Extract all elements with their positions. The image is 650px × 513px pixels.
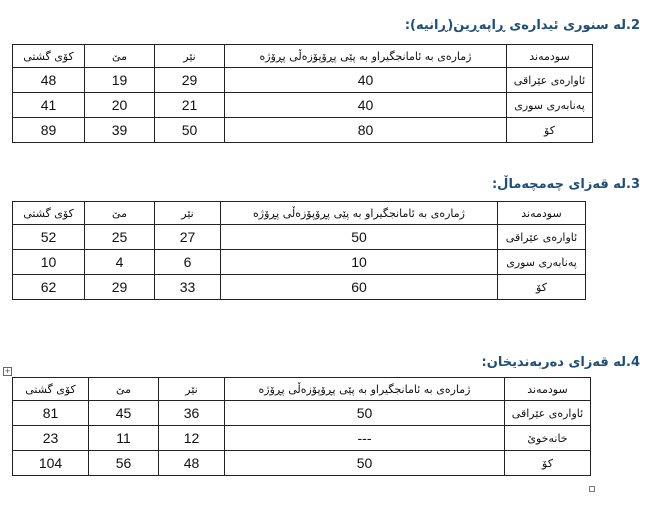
move-handle-icon[interactable]: + (4, 367, 11, 375)
cell-beneficiary: ئاوارەی عێراقی (507, 68, 593, 93)
cell-male: 6 (155, 250, 221, 275)
cell-female: 20 (85, 93, 155, 118)
cell-male: 29 (155, 68, 225, 93)
header-beneficiary: سودمەند (507, 45, 593, 68)
header-female: مێ (85, 45, 155, 68)
cell-beneficiary: خانەخوێ (505, 426, 591, 451)
cell-beneficiary: کۆ (498, 275, 586, 300)
cell-female: 29 (85, 275, 155, 300)
table-row (13, 68, 593, 93)
header-target: ژمارەی بە ئامانجگیراو بە پێی پڕۆپۆزەڵی پڕۆژە (225, 378, 505, 401)
section-heading-chamchamal: 3.لە قەزای چەمچەماڵ: (491, 177, 640, 192)
header-beneficiary: سودمەند (498, 202, 586, 225)
cell-total: 62 (13, 275, 85, 300)
header-female: مێ (85, 202, 155, 225)
cell-target: 80 (225, 118, 507, 143)
table-darbandikhan (12, 377, 591, 476)
table-row-total (13, 451, 591, 476)
cell-total: 81 (13, 401, 89, 426)
cell-target: 10 (221, 250, 498, 275)
header-male: نێر (155, 202, 221, 225)
cell-target: 50 (221, 225, 498, 250)
cell-beneficiary: پەنابەری سوری (507, 93, 593, 118)
cell-beneficiary: پەنابەری سوری (498, 250, 586, 275)
cell-female: 4 (85, 250, 155, 275)
cell-total: 23 (13, 426, 89, 451)
table-raparin (12, 44, 593, 143)
cell-female: 11 (89, 426, 159, 451)
header-male: نێر (159, 378, 225, 401)
cell-male: 50 (155, 118, 225, 143)
cell-male: 21 (155, 93, 225, 118)
table-header-row (13, 378, 591, 401)
cell-target: --- (225, 426, 505, 451)
cell-beneficiary: ئاوارەی عێراقی (505, 401, 591, 426)
cell-female: 45 (89, 401, 159, 426)
cell-target: 40 (225, 93, 507, 118)
cell-female: 25 (85, 225, 155, 250)
cell-male: 12 (159, 426, 225, 451)
cell-female: 19 (85, 68, 155, 93)
cell-female: 39 (85, 118, 155, 143)
header-beneficiary: سودمەند (505, 378, 591, 401)
header-total: کۆی گشتی (13, 202, 85, 225)
header-total: کۆی گشتی (13, 378, 89, 401)
cell-total: 89 (13, 118, 85, 143)
cell-total: 41 (13, 93, 85, 118)
table-row (13, 250, 586, 275)
table-row (13, 93, 593, 118)
cell-target: 60 (221, 275, 498, 300)
cell-beneficiary: کۆ (505, 451, 591, 476)
table-row-total (13, 118, 593, 143)
cell-male: 33 (155, 275, 221, 300)
table-chamchamal (12, 201, 586, 300)
header-target: ژمارەی بە ئامانجگیراو بە پێی پڕۆپۆزەڵی پڕۆژە (225, 45, 507, 68)
cell-target: 50 (225, 451, 505, 476)
cell-beneficiary: ئاوارەی عێراقی (498, 225, 586, 250)
table-row-total (13, 275, 586, 300)
table-resize-handle[interactable] (589, 486, 595, 492)
cell-total: 48 (13, 68, 85, 93)
table-header-row (13, 202, 586, 225)
cell-target: 50 (225, 401, 505, 426)
header-male: نێر (155, 45, 225, 68)
table-row (13, 225, 586, 250)
cell-total: 104 (13, 451, 89, 476)
cell-female: 56 (89, 451, 159, 476)
section-heading-darbandikhan: 4.لە قەزای دەربەندیخان: (481, 355, 640, 370)
cell-male: 48 (159, 451, 225, 476)
cell-beneficiary: کۆ (507, 118, 593, 143)
header-female: مێ (89, 378, 159, 401)
table-row (13, 401, 591, 426)
header-total: کۆی گشتی (13, 45, 85, 68)
cell-total: 10 (13, 250, 85, 275)
cell-target: 40 (225, 68, 507, 93)
cell-total: 52 (13, 225, 85, 250)
cell-male: 36 (159, 401, 225, 426)
table-row (13, 426, 591, 451)
table-header-row (13, 45, 593, 68)
section-heading-raparin: 2.لە سنوری ئیدارەی ڕاپەڕین(ڕانیە): (404, 18, 640, 33)
header-target: ژمارەی بە ئامانجگیراو بە پێی پڕۆپۆزەڵی پڕۆژە (221, 202, 498, 225)
cell-male: 27 (155, 225, 221, 250)
